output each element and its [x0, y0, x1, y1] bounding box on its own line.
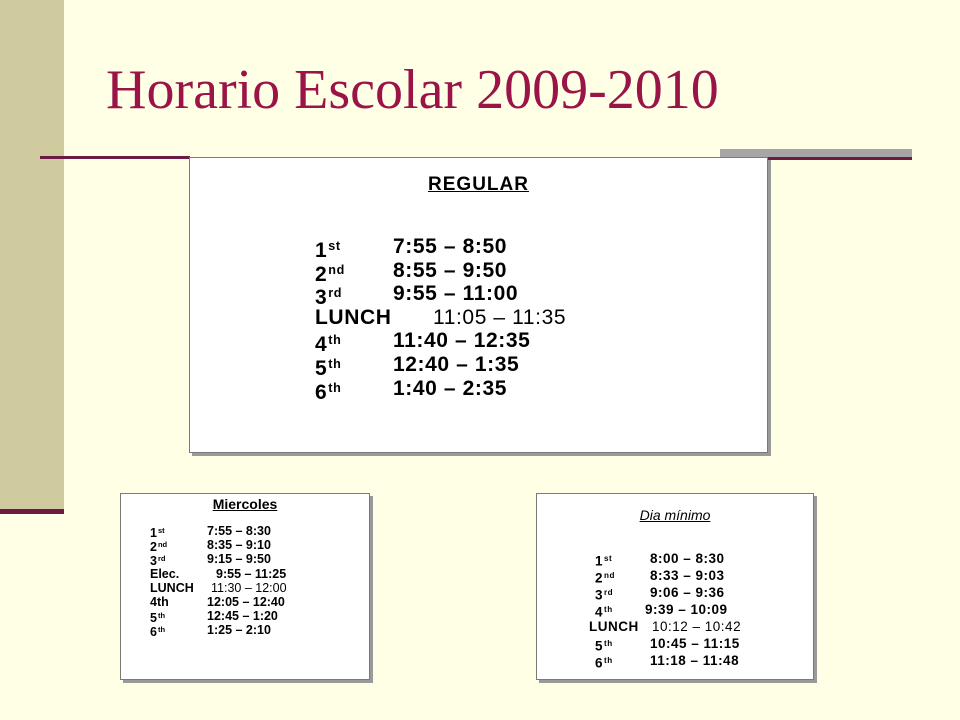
period-label: 1st	[595, 553, 613, 569]
period-label: 3rd	[595, 587, 614, 603]
slide-title: Horario Escolar 2009-2010	[106, 59, 719, 121]
period-time: 11:05 – 11:35	[433, 305, 567, 329]
regular-row-3	[315, 282, 735, 310]
period-label: LUNCH	[150, 580, 194, 595]
miercoles-row-5	[150, 609, 365, 626]
period-time: 8:35 – 9:10	[207, 538, 271, 553]
period-label: 5th	[150, 611, 166, 626]
period-time: 7:55 – 8:30	[207, 524, 271, 538]
miercoles-row-1	[150, 524, 365, 541]
miercoles-row-2	[150, 538, 365, 555]
miercoles-row-4	[150, 595, 365, 609]
period-label: LUNCH	[589, 619, 639, 634]
miercoles-row-6	[150, 623, 365, 640]
period-label: 6th	[595, 655, 613, 671]
regular-row-6	[315, 376, 735, 404]
regular-row-4	[315, 329, 735, 357]
period-time: 8:00 – 8:30	[650, 551, 725, 566]
period-label: Elec.	[150, 566, 180, 581]
title-rule-left	[40, 156, 190, 159]
period-label: 2nd	[150, 540, 168, 555]
miercoles-row-3	[150, 552, 365, 569]
period-time: 9:55 – 11:00	[393, 282, 519, 306]
regular-heading: REGULAR	[428, 174, 529, 195]
regular-row-lunch	[315, 306, 735, 330]
period-time: 12:05 – 12:40	[207, 594, 285, 609]
dia-minimo-row-4	[595, 601, 810, 618]
dia-minimo-schedule-card	[536, 493, 814, 680]
miercoles-heading: Miercoles	[212, 496, 278, 512]
dia-minimo-heading: Dia mínimo	[639, 507, 711, 523]
dia-minimo-row-2	[595, 567, 810, 584]
period-time: 9:55 – 11:25	[216, 566, 287, 581]
period-time: 11:40 – 12:35	[393, 329, 531, 353]
period-label: 3rd	[150, 554, 166, 569]
period-time: 12:45 – 1:20	[207, 609, 278, 624]
dia-minimo-row-1	[595, 550, 810, 567]
dia-minimo-row-3	[595, 584, 810, 601]
period-label: 6th	[150, 625, 166, 640]
period-label: 2nd	[315, 262, 345, 286]
dia-minimo-row-6	[595, 652, 810, 669]
regular-schedule-list	[315, 235, 735, 404]
period-time: 1:25 – 2:10	[207, 623, 271, 638]
period-label: 5th	[595, 638, 613, 654]
period-time: 8:33 – 9:03	[650, 568, 725, 583]
period-time: 11:18 – 11:48	[650, 653, 740, 668]
side-bar-accent	[0, 509, 64, 514]
period-time: 1:40 – 2:35	[393, 376, 508, 400]
period-label: 4th	[315, 333, 342, 357]
period-time: 9:39 – 10:09	[645, 602, 728, 617]
dia-minimo-row-5	[595, 635, 810, 652]
period-time: 9:06 – 9:36	[650, 585, 725, 600]
regular-row-5	[315, 352, 735, 380]
period-label: 1st	[315, 238, 341, 262]
title-rule-right-dark	[768, 157, 912, 160]
dia-minimo-schedule-list	[589, 550, 810, 671]
dia-minimo-row-lunch	[589, 618, 810, 635]
period-label: 4th	[595, 604, 613, 620]
period-label: 6th	[315, 380, 342, 404]
period-time: 7:55 – 8:50	[393, 235, 508, 258]
miercoles-row-lunch	[150, 581, 365, 595]
title-rule-right-gray	[720, 149, 912, 157]
period-label: LUNCH	[315, 305, 392, 329]
period-label: 5th	[315, 356, 342, 380]
period-time: 10:12 – 10:42	[652, 619, 742, 634]
period-time: 10:45 – 11:15	[650, 636, 740, 651]
period-label: 4th	[150, 594, 169, 609]
miercoles-row-elec	[150, 567, 365, 581]
period-time: 9:15 – 9:50	[207, 552, 271, 567]
regular-row-2	[315, 258, 735, 286]
miercoles-schedule-list	[150, 524, 365, 638]
side-bar	[0, 0, 64, 512]
period-time: 8:55 – 9:50	[393, 258, 508, 282]
period-time: 12:40 – 1:35	[393, 352, 520, 376]
period-label: 3rd	[315, 286, 343, 310]
period-time: 11:30 – 12:00	[211, 580, 287, 595]
regular-row-1	[315, 235, 735, 262]
regular-schedule-card	[189, 157, 768, 453]
miercoles-schedule-card	[120, 493, 370, 680]
period-label: 1st	[150, 526, 165, 541]
period-label: 2nd	[595, 570, 615, 586]
